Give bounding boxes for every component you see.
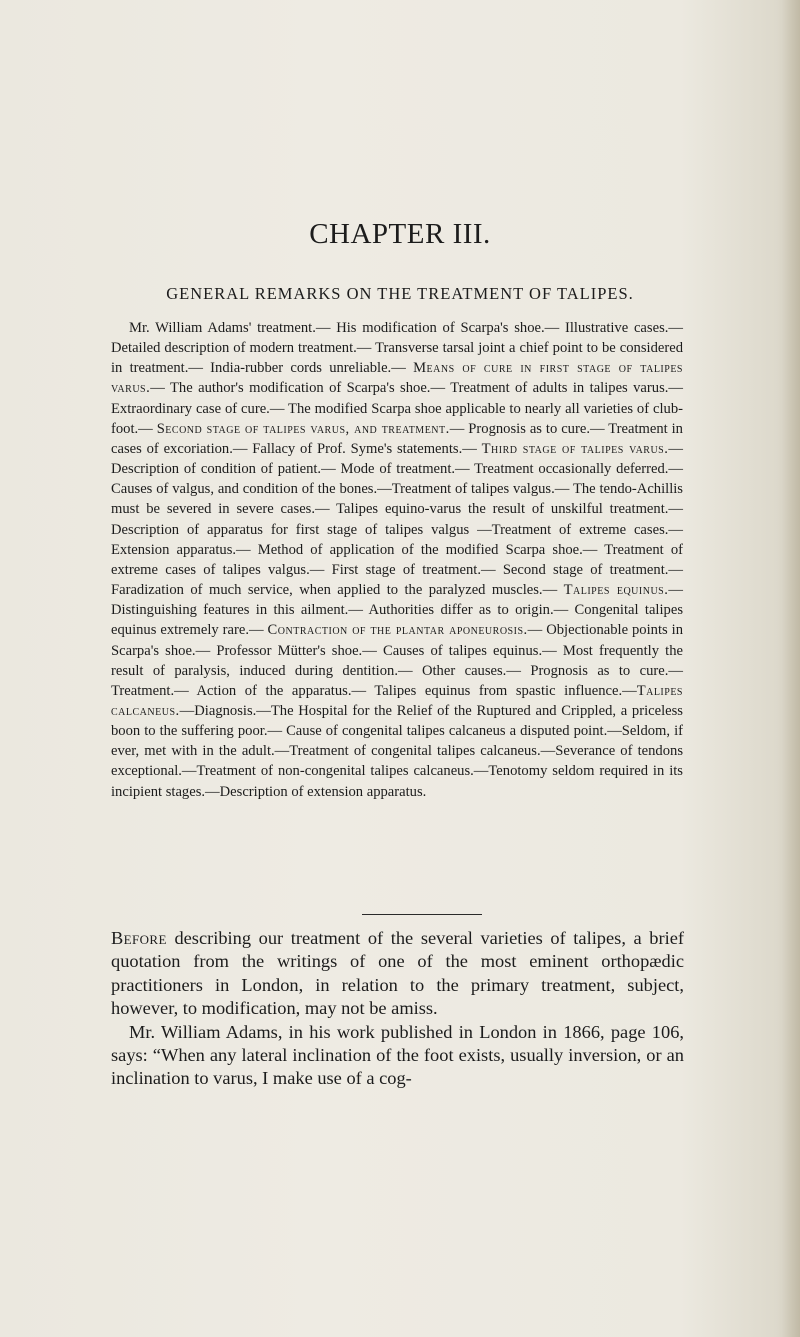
body-paragraph-2: Mr. William Adams, in his work published in London in 1866, page 106, says: “When any lateral inclination of the foot exists, usually inversion, or an inclination to varus, I make use of a cog- [111,1021,684,1089]
synopsis-heading-first-stage-varus: Means of cure in first stage of talipes varus. [111,360,683,397]
paragraph-1-text: describing our treatment of the several varieties of talipes, a brief quotation from the writings of one of the most eminent orthopædic practitioners in London, in relation to the primary treatment, subject, however, to modification, may not be amiss. [111,928,684,1019]
chapter-synopsis [111,318,683,802]
synopsis-segment: —Diagnosis.—The Hospital for the Relief of the Ruptured and Crippled, a priceless boon to the suffering poor.— Cause of congenital talipes calcaneus a disputed point.—Seldom, if ever, met with in the adult.—Treatment of congenital talipes calcaneus.—Severance of tendons exceptional.—Treatment of non-congenital talipes calcaneus.—Tenotomy seldom required in its incipient stages.—Description of extension apparatus. [111,702,683,800]
synopsis-segment: Mr. William Adams' treatment.— His modification of Scarpa's shoe.— Illustrative cases.— Detailed description of modern treatment.— Transverse tarsal joint a chief point to be considered in treatment.— India-rubber cords unreliable.— [111,320,683,377]
body-text [111,927,684,1091]
synopsis-heading-second-stage-varus: Second stage of talipes varus, and treatment. [156,420,450,437]
section-title: GENERAL REMARKS ON THE TREATMENT OF TALIPES. [166,284,634,303]
synopsis-segment: — Description of condition of patient.— Mode of treatment.— Treatment occasionally deferred.— Causes of valgus, and condition of the bones.—Treatment of talipes valgus.— The tendo-Achillis must be severed in severe cases.— Talipes equino-varus the result of unskilful treatment.— Description of apparatus for first stage of talipes valgus —Treatment of extreme cases.— Extension apparatus.— Method of application of the modified Scarpa shoe.— Treatment of extreme cases of talipes valgus.— First stage of treatment.— Second stage of treatment.— Faradization of much service, when applied to the paralyzed muscles.— [111,440,683,599]
synopsis-heading-third-stage-varus: Third stage of talipes varus. [481,440,669,457]
body-paragraph-1 [111,927,684,1021]
synopsis-segment: — The author's modification of Scarpa's shoe.— Treatment of adults in talipes varus.— Extraordinary case of cure.— The modified Scarpa shoe applicable to nearly all varieties of club-foot.— [111,380,683,437]
synopsis-heading-talipes-calcaneus: Talipes calcaneus. [111,682,683,719]
synopsis-heading-plantar-aponeurosis: Contraction of the plantar aponeurosis. [267,622,528,639]
synopsis-segment: — Prognosis as to cure.— Treatment in cases of excoriation.— Fallacy of Prof. Syme's statements.— [111,420,683,457]
synopsis-segment: — Objectionable points in Scarpa's shoe.— Professor Mütter's shoe.— Causes of talipes equinus.— Most frequently the result of paralysis, induced during dentition.— Other causes.— Prognosis as to cure.— Treatment.— Action of the apparatus.— Talipes equinus from spastic influence.— [111,622,683,699]
chapter-title: CHAPTER III. [309,218,491,250]
paragraph-lead-word: Before [111,928,167,948]
section-divider-rule [362,914,482,915]
synopsis-heading-talipes-equinus: Talipes equinus. [563,582,669,599]
page-edge-shadow [782,0,800,1337]
synopsis-segment: — Distinguishing features in this ailment.— Authorities differ as to origin.— Congenital talipes equinus extremely rare.— [111,582,683,639]
